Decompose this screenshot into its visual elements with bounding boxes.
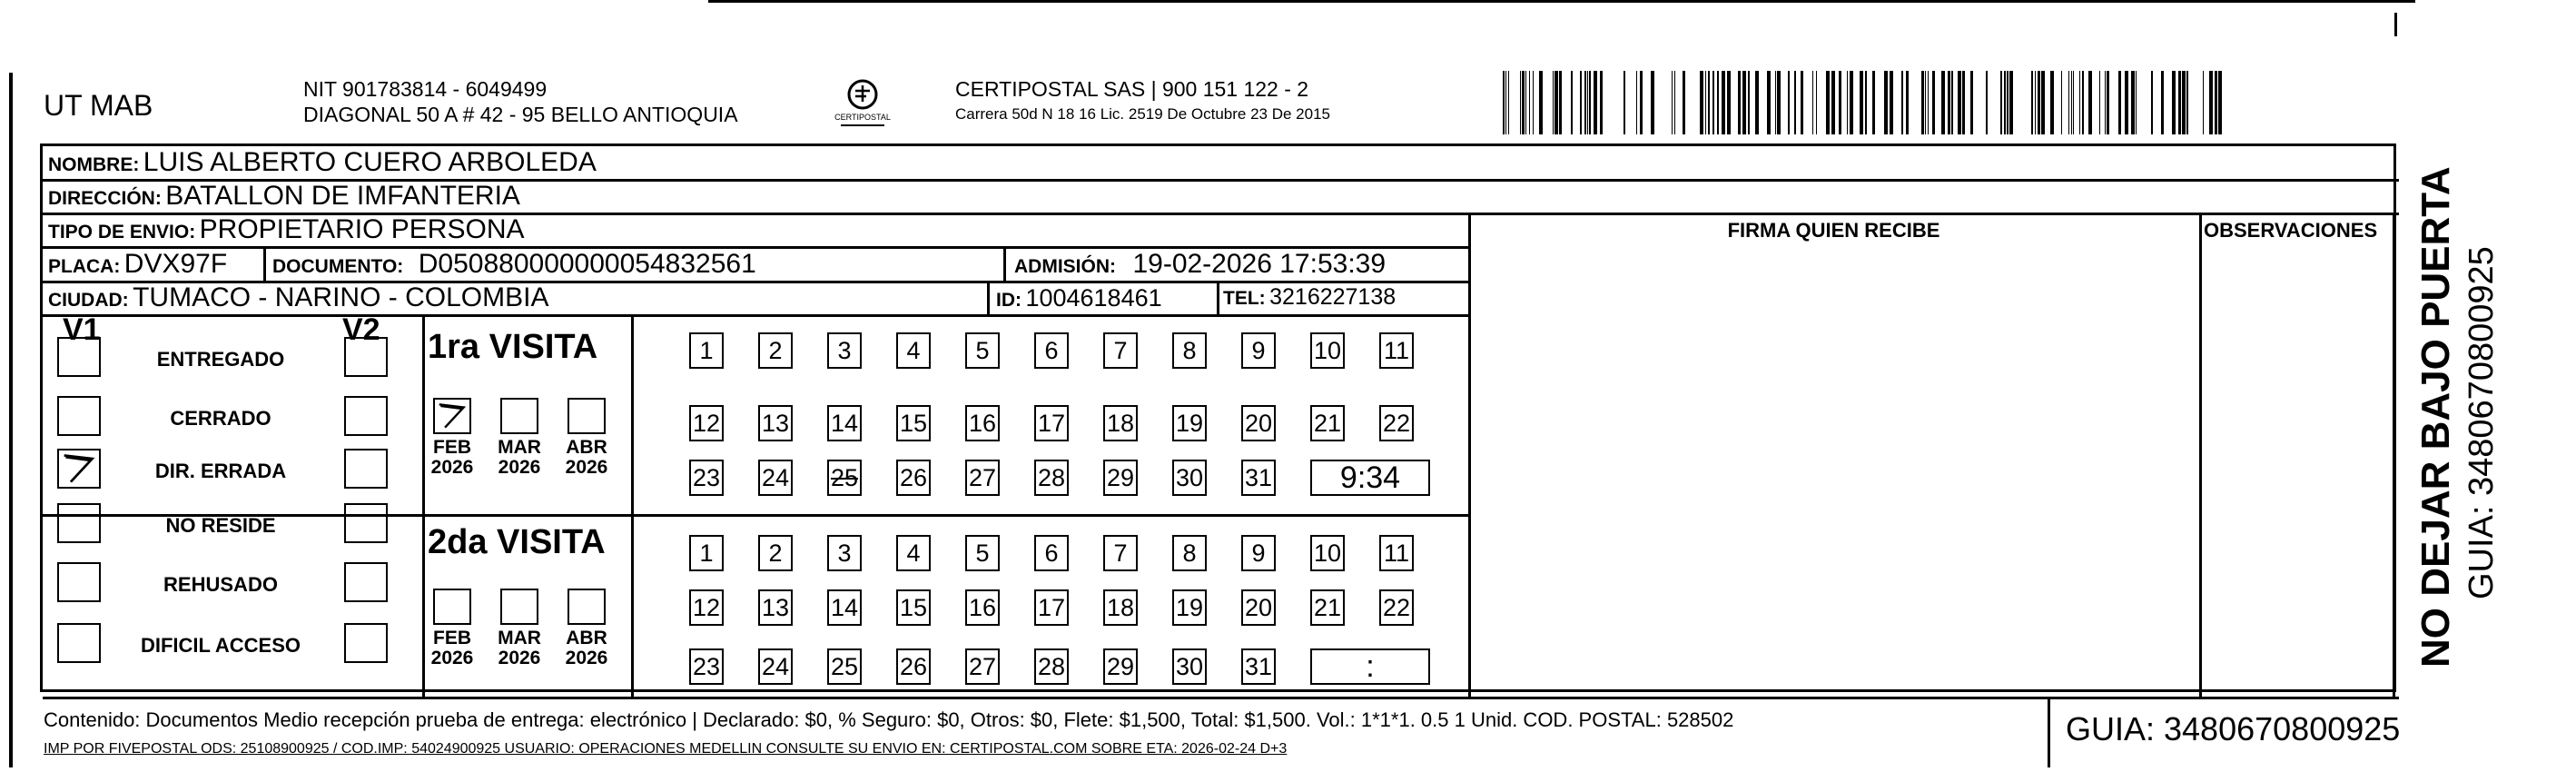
day-box[interactable]: 8 bbox=[1172, 535, 1207, 571]
month-name: FEB bbox=[433, 437, 471, 458]
id-label: ID: bbox=[996, 290, 1022, 311]
tel-label: TEL: bbox=[1223, 288, 1266, 309]
month-year: 2026 bbox=[430, 648, 474, 668]
day-box[interactable]: 24 bbox=[758, 460, 793, 496]
day-box[interactable]: 21 bbox=[1310, 589, 1345, 626]
direccion-label: DIRECCIÓN: bbox=[48, 188, 162, 209]
day-box[interactable]: 22 bbox=[1379, 405, 1414, 441]
day-box[interactable]: 1 bbox=[689, 535, 724, 571]
day-box[interactable]: 22 bbox=[1379, 589, 1414, 626]
day-box[interactable]: 14 bbox=[827, 405, 862, 441]
v2-checkbox[interactable] bbox=[344, 562, 388, 602]
v2-checkbox[interactable] bbox=[344, 503, 388, 543]
month-name: MAR bbox=[498, 628, 541, 648]
top-tick bbox=[2394, 13, 2397, 36]
day-box[interactable]: 9 bbox=[1241, 332, 1276, 369]
day-box[interactable]: 3 bbox=[827, 535, 862, 571]
id-value: 1004618461 bbox=[1025, 284, 1162, 312]
day-box[interactable]: 23 bbox=[689, 648, 724, 685]
observaciones-header: OBSERVACIONES bbox=[2204, 219, 2378, 242]
month-box[interactable] bbox=[568, 398, 606, 434]
day-box[interactable]: 18 bbox=[1103, 405, 1138, 441]
day-box[interactable]: 17 bbox=[1034, 405, 1069, 441]
v2-checkbox[interactable] bbox=[344, 623, 388, 663]
option-label: DIFICIL ACCESO bbox=[140, 634, 301, 657]
month-label bbox=[488, 628, 551, 668]
direccion-value: BATALLON DE IMFANTERIA bbox=[165, 181, 520, 211]
v1-header: V1 bbox=[63, 312, 101, 347]
day-box[interactable]: 30 bbox=[1172, 460, 1207, 496]
day-box[interactable]: 16 bbox=[965, 589, 1000, 626]
ciudad-cell bbox=[48, 282, 548, 313]
v1-checkbox[interactable] bbox=[57, 562, 101, 602]
day-box[interactable]: 7 bbox=[1103, 332, 1138, 369]
carrier-info bbox=[955, 76, 1330, 127]
row-line bbox=[43, 314, 1468, 317]
company-address: DIAGONAL 50 A # 42 - 95 BELLO ANTIOQUIA bbox=[303, 103, 738, 126]
month-box[interactable] bbox=[433, 589, 471, 625]
day-box[interactable]: 19 bbox=[1172, 405, 1207, 441]
month-label bbox=[555, 438, 618, 478]
day-box[interactable]: 28 bbox=[1034, 460, 1069, 496]
col-line bbox=[2199, 213, 2202, 699]
day-box[interactable]: 20 bbox=[1241, 405, 1276, 441]
option-label: ENTREGADO bbox=[156, 348, 285, 371]
day-box[interactable]: 13 bbox=[758, 405, 793, 441]
side-guia: GUIA: 3480670800925 bbox=[2462, 246, 2501, 599]
admision-cell bbox=[1014, 249, 1386, 280]
day-box[interactable]: 14 bbox=[827, 589, 862, 626]
v2-checkbox[interactable] bbox=[344, 337, 388, 377]
barcode bbox=[1503, 71, 2225, 134]
col-line bbox=[1468, 213, 1471, 699]
col-line bbox=[631, 314, 634, 697]
col-line bbox=[1217, 281, 1219, 314]
day-box[interactable]: 31 bbox=[1241, 648, 1276, 685]
day-box[interactable]: 6 bbox=[1034, 535, 1069, 571]
row-line bbox=[43, 697, 2399, 699]
nombre-value: LUIS ALBERTO CUERO ARBOLEDA bbox=[143, 147, 597, 177]
month-label bbox=[488, 438, 551, 478]
tel-cell bbox=[1223, 284, 1396, 311]
day-box[interactable]: 10 bbox=[1310, 535, 1345, 571]
v2-checkbox[interactable] bbox=[344, 396, 388, 436]
option-label: CERRADO bbox=[170, 407, 271, 430]
day-box[interactable]: 31 bbox=[1241, 460, 1276, 496]
day-box[interactable]: 1 bbox=[689, 332, 724, 369]
day-box[interactable]: 5 bbox=[965, 332, 1000, 369]
month-box[interactable] bbox=[500, 398, 538, 434]
day-box[interactable]: 13 bbox=[758, 589, 793, 626]
certipostal-logo bbox=[834, 76, 892, 129]
month-year: 2026 bbox=[565, 648, 608, 668]
day-box[interactable]: 15 bbox=[896, 589, 931, 626]
month-box[interactable] bbox=[433, 398, 471, 434]
day-box[interactable]: 12 bbox=[689, 405, 724, 441]
v1-checkbox[interactable] bbox=[57, 449, 101, 489]
option-label: DIR. ERRADA bbox=[154, 460, 287, 482]
tipo-row bbox=[48, 214, 525, 245]
nombre-row bbox=[48, 147, 597, 178]
day-box[interactable]: 2 bbox=[758, 332, 793, 369]
v1-checkbox[interactable] bbox=[57, 503, 101, 543]
carrier-address: Carrera 50d N 18 16 Lic. 2519 De Octubre 23 De 2015 bbox=[955, 105, 1330, 123]
option-label: NO RESIDE bbox=[165, 514, 276, 537]
option-label: REHUSADO bbox=[163, 573, 278, 596]
placa-value: DVX97F bbox=[123, 249, 228, 279]
v1-checkbox[interactable] bbox=[57, 396, 101, 436]
day-box[interactable]: 8 bbox=[1172, 332, 1207, 369]
day-box[interactable]: 21 bbox=[1310, 405, 1345, 441]
day-box[interactable]: 26 bbox=[896, 460, 931, 496]
tel-value: 3216227138 bbox=[1269, 284, 1397, 310]
footer-divider bbox=[2048, 697, 2050, 767]
day-box[interactable]: 27 bbox=[965, 648, 1000, 685]
day-box[interactable]: 28 bbox=[1034, 648, 1069, 685]
day-box[interactable]: 25 bbox=[827, 460, 862, 496]
documento-value: D050880000000054832561 bbox=[418, 249, 756, 279]
day-box[interactable]: 11 bbox=[1379, 535, 1414, 571]
day-box[interactable]: 26 bbox=[896, 648, 931, 685]
ciudad-label: CIUDAD: bbox=[48, 290, 129, 311]
month-name: FEB bbox=[433, 628, 471, 648]
day-box[interactable]: 10 bbox=[1310, 332, 1345, 369]
time-box[interactable]: 9:34 bbox=[1310, 460, 1430, 496]
logo-caption: CERTIPOSTAL bbox=[834, 113, 891, 122]
day-box[interactable]: 12 bbox=[689, 589, 724, 626]
month-year: 2026 bbox=[498, 457, 541, 478]
day-box[interactable]: 23 bbox=[689, 460, 724, 496]
day-box[interactable]: 16 bbox=[965, 405, 1000, 441]
time-box[interactable]: : bbox=[1310, 648, 1430, 685]
v2-checkbox[interactable] bbox=[344, 449, 388, 489]
day-box[interactable]: 2 bbox=[758, 535, 793, 571]
admision-label: ADMISIÓN: bbox=[1014, 256, 1116, 277]
placa-label: PLACA: bbox=[48, 256, 121, 277]
day-box[interactable]: 15 bbox=[896, 405, 931, 441]
month-label bbox=[555, 628, 618, 668]
month-year: 2026 bbox=[565, 457, 608, 478]
tipo-value: PROPIETARIO PERSONA bbox=[199, 214, 525, 244]
month-year: 2026 bbox=[430, 457, 474, 478]
placa-cell bbox=[48, 249, 227, 280]
day-box[interactable]: 17 bbox=[1034, 589, 1069, 626]
day-box[interactable]: 9 bbox=[1241, 535, 1276, 571]
firma-header: FIRMA QUIEN RECIBE bbox=[1727, 219, 1940, 242]
col-line bbox=[263, 246, 266, 281]
footer-contents: Contenido: Documentos Medio recepción prueba de entrega: electrónico | Declarado: $0, % Seguro: $0, Otros: $0, Flete: $1,500, Total: $1,500. Vol.: 1*1*1. 0.5 1 Unid. COD. POSTAL: 528502 bbox=[44, 708, 1734, 731]
footer-guia: GUIA: 3480670800925 bbox=[2066, 710, 2401, 747]
top-rule bbox=[708, 0, 2415, 3]
v1-checkbox[interactable] bbox=[57, 623, 101, 663]
month-box[interactable] bbox=[568, 589, 606, 625]
first-visit-title: 1ra VISITA bbox=[428, 328, 598, 366]
footer-imp: IMP POR FIVEPOSTAL ODS: 25108900925 / COD.IMP: 54024900925 USUARIO: OPERACIONES MEDELLIN CONSULTE SU ENVIO EN: CERTIPOSTAL.COM SOBRE ETA: 2026-02-24 D+3 bbox=[44, 741, 1288, 757]
day-box[interactable]: 11 bbox=[1379, 332, 1414, 369]
admision-value: 19-02-2026 17:53:39 bbox=[1132, 249, 1387, 279]
nombre-label: NOMBRE: bbox=[48, 154, 140, 175]
day-box[interactable]: 7 bbox=[1103, 535, 1138, 571]
day-box[interactable]: 3 bbox=[827, 332, 862, 369]
company-nit: NIT 901783814 - 6049499 bbox=[303, 77, 548, 101]
day-box[interactable]: 20 bbox=[1241, 589, 1276, 626]
month-name: MAR bbox=[498, 437, 541, 458]
v1-checkbox[interactable] bbox=[57, 337, 101, 377]
documento-label: DOCUMENTO: bbox=[272, 256, 404, 277]
day-box[interactable]: 25 bbox=[827, 648, 862, 685]
v2-header: V2 bbox=[342, 312, 380, 347]
month-name: ABR bbox=[566, 437, 607, 458]
company-info bbox=[303, 76, 738, 127]
documento-cell bbox=[272, 249, 756, 280]
day-box[interactable]: 29 bbox=[1103, 460, 1138, 496]
day-box[interactable]: 30 bbox=[1172, 648, 1207, 685]
day-box[interactable]: 24 bbox=[758, 648, 793, 685]
month-name: ABR bbox=[566, 628, 607, 648]
company-name: UT MAB bbox=[44, 89, 153, 122]
day-box[interactable]: 4 bbox=[896, 535, 931, 571]
day-box[interactable]: 29 bbox=[1103, 648, 1138, 685]
month-box[interactable] bbox=[500, 589, 538, 625]
id-cell bbox=[996, 284, 1162, 312]
col-line bbox=[987, 281, 990, 314]
main-form-box bbox=[40, 144, 2396, 692]
day-box[interactable]: 19 bbox=[1172, 589, 1207, 626]
month-year: 2026 bbox=[498, 648, 541, 668]
col-line bbox=[2393, 213, 2395, 699]
no-dejar-notice: NO DEJAR BAJO PUERTA bbox=[2413, 166, 2458, 668]
month-label bbox=[420, 628, 484, 668]
day-box[interactable]: 5 bbox=[965, 535, 1000, 571]
day-box[interactable]: 6 bbox=[1034, 332, 1069, 369]
day-box[interactable]: 4 bbox=[896, 332, 931, 369]
day-box[interactable]: 18 bbox=[1103, 589, 1138, 626]
direccion-row bbox=[48, 181, 520, 212]
ciudad-value: TUMACO - NARINO - COLOMBIA bbox=[133, 282, 549, 312]
day-box[interactable]: 27 bbox=[965, 460, 1000, 496]
tipo-label: TIPO DE ENVIO: bbox=[48, 222, 196, 242]
col-line bbox=[1003, 249, 1006, 281]
second-visit-title: 2da VISITA bbox=[428, 523, 606, 561]
month-label bbox=[420, 438, 484, 478]
carrier-name: CERTIPOSTAL SAS | 900 151 122 - 2 bbox=[955, 77, 1309, 101]
